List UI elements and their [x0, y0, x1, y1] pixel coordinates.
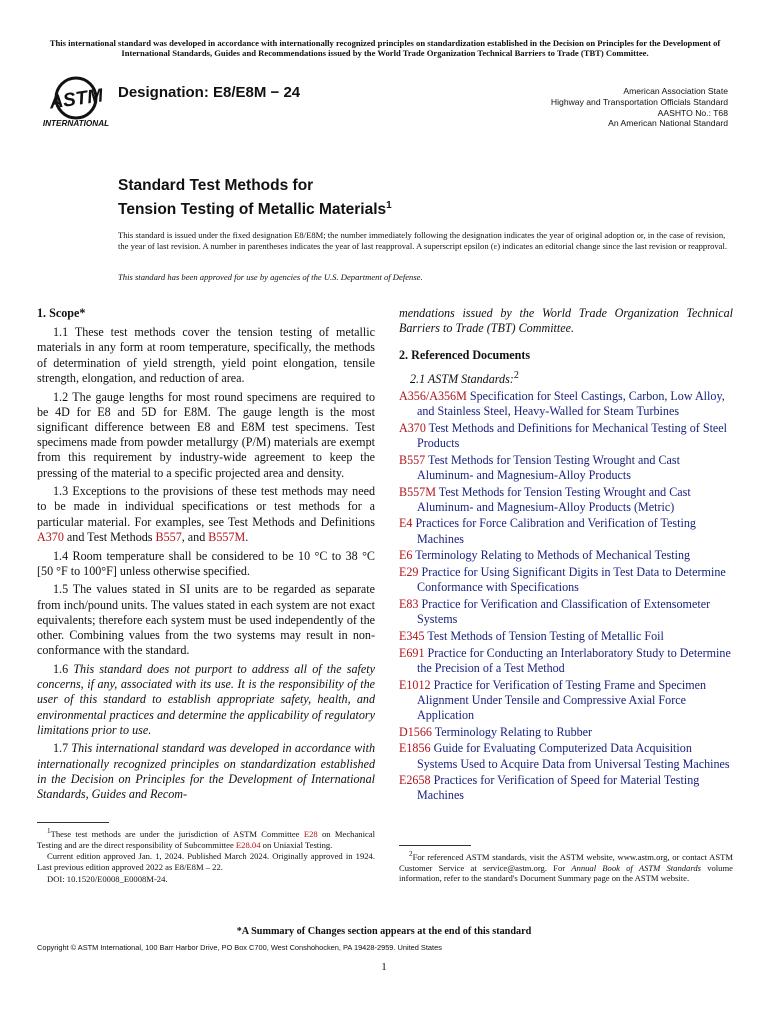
reference-title[interactable]: Practice for Verification of Testing Frame and Specimen Alignment Under Tensile and Compressive Axial Force Application — [417, 677, 707, 722]
summary-of-changes-note: *A Summary of Changes section appears at the end of this standard — [236, 926, 532, 937]
title-footnote-mark[interactable]: 1 — [386, 200, 392, 211]
footnote-doi: DOI: 10.1520/E0008_E0008M-24. — [47, 874, 168, 885]
reference-item[interactable] — [399, 485, 733, 515]
reference-title[interactable]: Test Methods for Tension Testing Wrought and Cast Aluminum- and Magnesium-Alloy Products (Metric) — [417, 484, 691, 514]
reference-code[interactable]: B557 — [399, 452, 426, 467]
reference-item[interactable] — [399, 548, 733, 563]
reference-code[interactable]: E83 — [399, 596, 419, 611]
reference-title[interactable]: Practices for Verification of Speed for Material Testing Machines — [417, 773, 700, 803]
reference-item[interactable] — [399, 565, 733, 595]
reference-code[interactable]: E2658 — [399, 773, 431, 788]
reference-title[interactable]: Test Methods of Tension Testing of Metallic Foil — [424, 628, 664, 643]
reference-code[interactable]: E691 — [399, 645, 425, 660]
paragraph-1-1: 1.1 These test methods cover the tension testing of metallic materials in any form at room temperature, specifically, the methods of determination of yield strength, yield point elongation, tensile strength, elongation, and reduction of area. — [37, 325, 375, 385]
section-heading-references: 2. Referenced Documents — [399, 348, 531, 363]
reference-code[interactable]: E1012 — [399, 677, 431, 692]
aashto-line: An American National Standard — [608, 118, 728, 129]
reference-code[interactable]: E6 — [399, 548, 413, 563]
link-b557[interactable]: B557 — [155, 529, 182, 544]
aashto-block — [468, 86, 728, 129]
reference-item[interactable] — [399, 629, 733, 644]
logo-text: INTERNATIONAL — [42, 119, 110, 128]
reference-item[interactable] — [399, 421, 733, 451]
reference-item[interactable] — [399, 453, 733, 483]
footnote-edition: Current edition approved Jan. 1, 2024. Published March 2024. Originally approved in 1924. Last previous edition approved 2022 as E8/E8M – 22. — [37, 851, 375, 873]
aashto-line: AASHTO No.: T68 — [657, 107, 728, 118]
link-b557m[interactable]: B557M — [208, 529, 246, 544]
reference-title[interactable]: Practice for Using Significant Digits in Test Data to Determine Conformance with Specifications — [417, 565, 726, 595]
footnote-2: $^2$For referenced ASTM standards, visit the ASTM website, www.astm.org, or contact ASTM Customer Service at service@astm.org. For Annual Book of ASTM Standards volume information, refer to the standard's Document Summary page on the ASTM website. — [399, 850, 733, 884]
reference-code[interactable]: B557M — [399, 484, 436, 499]
link-e28[interactable]: E28 — [303, 828, 318, 839]
paragraph-1-3: 1.3 Exceptions to the provisions of these test methods may need to be made in individual specifications or test methods for a particular material. For examples, see Test Methods and Definitions A370 and Test Methods B557, and B557M. — [37, 484, 375, 544]
reference-title[interactable]: Practice for Conducting an Interlaboratory Study to Determine the Precision of a Test Method — [417, 645, 731, 675]
svg-text:ASTM: ASTM — [48, 85, 105, 114]
reference-code[interactable]: E4 — [399, 516, 413, 531]
designation: Designation: E8/E8M − 24 — [118, 84, 301, 101]
reference-title[interactable]: Terminology Relating to Methods of Mechanical Testing — [412, 548, 691, 563]
footnote-rule-left — [37, 822, 109, 823]
reference-title[interactable]: Practices for Force Calibration and Verification of Testing Machines — [412, 516, 696, 546]
reference-title[interactable]: Specification for Steel Castings, Carbon, Low Alloy, and Stainless Steel, Heavy-Walled for Steam Turbines — [417, 388, 725, 419]
document-title — [118, 176, 392, 220]
aashto-line: American Association State — [623, 86, 728, 96]
reference-code[interactable]: D1566 — [399, 724, 432, 739]
reference-item[interactable] — [399, 773, 733, 803]
reference-title[interactable]: Guide for Evaluating Computerized Data Acquisition Systems Used to Acquire Data from Universal Testing Machines — [417, 741, 730, 771]
link-a370[interactable]: A370 — [37, 529, 64, 544]
left-column — [37, 306, 375, 806]
reference-item[interactable] — [399, 741, 733, 771]
paragraph-1-2: 1.2 The gauge lengths for most round specimens are required to be 4D for E8 and 5D for E8M. The gauge length is the most significant difference between E8 and E8M test specimens. Test specimens made from powder metallurgy (P/M) materials are exempt from this requirement by industry-wide agreement to keep the pressing of the material to a specific projected area and density. — [37, 389, 375, 480]
reference-code[interactable]: A370 — [399, 420, 426, 435]
paragraph-1-6: 1.6 This standard does not purport to address all of the safety concerns, if any, associated with its use. It is the responsibility of the user of this standard to establish appropriate safety, health, and environmental practices and determine the applicability of regulatory limitations prior to use. — [37, 661, 375, 737]
right-column — [399, 306, 733, 805]
reference-list — [399, 389, 733, 804]
reference-code[interactable]: E29 — [399, 565, 419, 580]
dod-approval: This standard has been approved for use by agencies of the U.S. Department of Defense. — [118, 272, 423, 282]
reference-title[interactable]: Practice for Verification and Classification of Extensometer Systems — [417, 596, 711, 627]
paragraph-1-5: 1.5 The values stated in SI units are to be regarded as separate from inch/pound units. The values stated in each system are not exact equivalents; therefore each system must be used independently of the other. Combining values from the two systems may result in non-conformance with the standard. — [37, 582, 375, 658]
reference-item[interactable] — [399, 678, 733, 724]
footnote-1: $^1$These test methods are under the jurisdiction of ASTM Committee E28 on Mechanical Testing and are the direct responsibility of Subcommittee E28.04 on Uniaxial Testing. Current edition approved Jan. 1, 2024. Published March 2024. Originally approved in 1924. Last previous edition approved 2022 as E8/E8M – 22. DOI: 10.1520/E0008_E0008M-24. — [37, 827, 375, 885]
reference-item[interactable] — [399, 646, 733, 676]
reference-item[interactable] — [399, 725, 733, 740]
reference-code[interactable]: E345 — [399, 628, 425, 643]
paragraph-1-7-continued: mendations issued by the World Trade Organization Technical Barriers to Trade (TBT) Committee. — [399, 306, 733, 336]
astm-logo — [40, 74, 116, 130]
footnote-rule-right — [399, 845, 471, 846]
title-line-2: Tension Testing of Metallic Materials — [118, 201, 387, 219]
section-heading-scope: 1. Scope* — [37, 306, 86, 320]
paragraph-1-7: 1.7 This international standard was developed in accordance with internationally recognized principles on standardization established in the Decision on Principles for the Development of International Standards, Guides and Recom- — [37, 741, 375, 802]
astm-standards-subheading: 2.1 ASTM Standards:$^2$ — [410, 369, 519, 386]
title-line-1: Standard Test Methods for — [118, 177, 314, 194]
reference-item[interactable] — [399, 516, 733, 546]
aashto-line: Highway and Transportation Officials Standard — [550, 96, 728, 107]
link-e28-04[interactable]: E28.04 — [235, 839, 261, 850]
reference-title[interactable]: Test Methods and Definitions for Mechanical Testing of Steel Products — [417, 420, 728, 450]
footnote-mark-2[interactable]: 2 — [513, 369, 519, 381]
reference-code[interactable]: E1856 — [399, 741, 431, 756]
page-number: 1 — [381, 961, 387, 973]
reference-code[interactable]: A356/A356M — [399, 388, 467, 403]
copyright-line: Copyright © ASTM International, 100 Barr Harbor Drive, PO Box C700, West Conshohocken, PA 19428-2959. United States — [37, 943, 442, 952]
reference-title[interactable]: Terminology Relating to Rubber — [431, 724, 593, 739]
issuance-statement: This standard is issued under the fixed designation E8/E8M; the number immediately following the designation indicates the year of original adoption or, in the case of revision, the year of last revision. A number in parentheses indicates the year of last reapproval. A superscript epsilon (ε) indicates an editorial change since the last revision or reapproval. — [118, 230, 728, 251]
reference-title[interactable]: Test Methods for Tension Testing Wrought and Cast Aluminum- and Magnesium-Alloy Products — [417, 452, 680, 482]
paragraph-1-4: 1.4 Room temperature shall be considered to be 10 °C to 38 °C [50 °F to 100°F] unless otherwise specified. — [37, 548, 375, 578]
reference-item[interactable] — [399, 597, 733, 627]
reference-item[interactable] — [399, 389, 733, 419]
development-notice: This international standard was developed in accordance with internationally recognized principles on standardization established in the Decision on Principles for the Development of International Standards, Guides and Recommendations issued by the World Trade Organization Technical Barriers to Trade (TBT) Committee. — [49, 38, 721, 58]
